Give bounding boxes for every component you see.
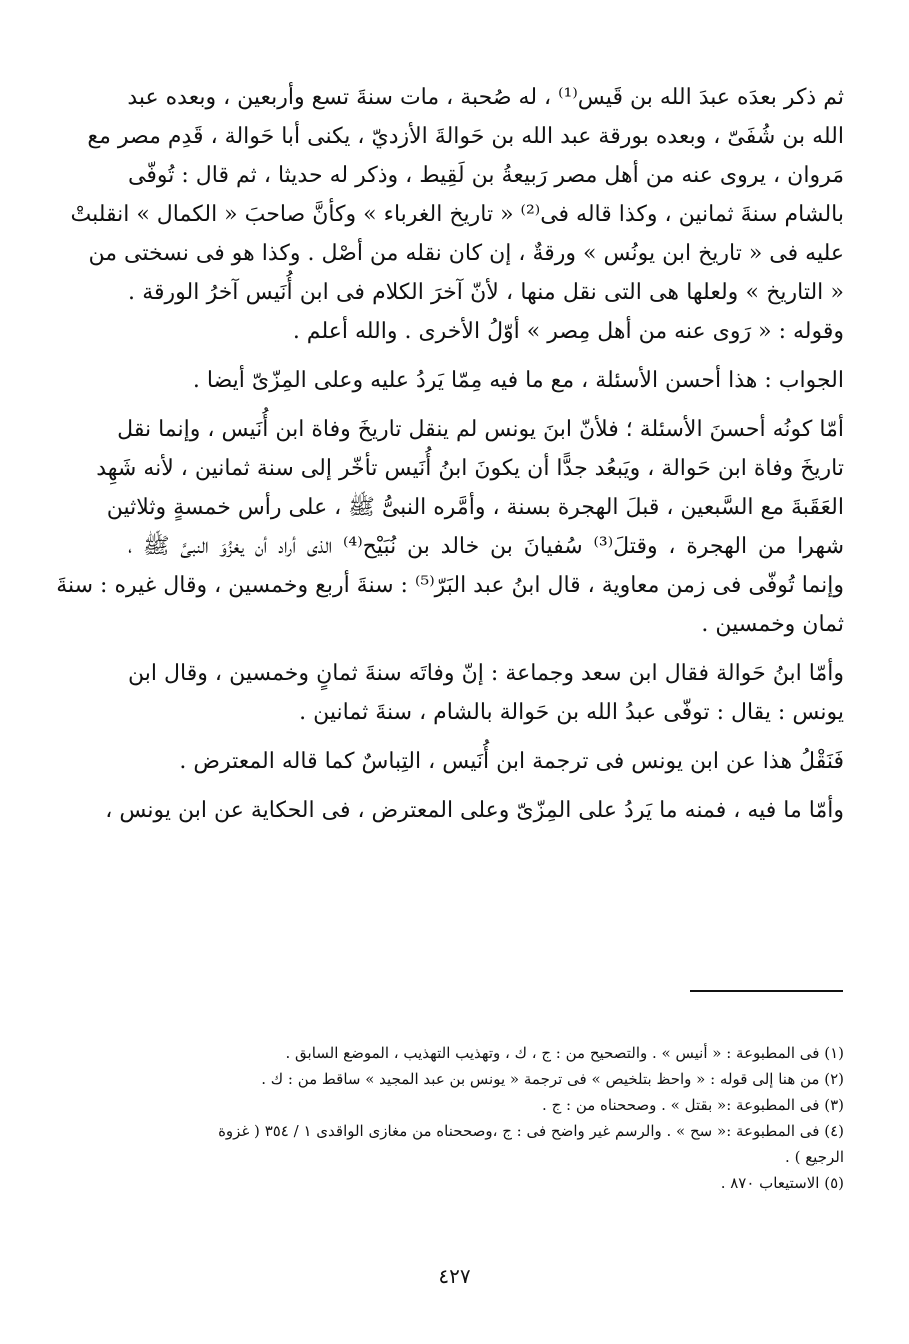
paragraph-5: [128, 742, 844, 781]
text-line: الجواب : هذا أحسن الأسئلة ، مع ما فيه مِمّا يَردُ عليه وعلى المِزّىّ أيضا .: [192, 368, 844, 393]
text-line: تاريخَ وفاة ابن حَوالة ، ويَبعُد جدًّا أن يكونَ ابنُ أُنَيس تأخّر إلى سنة ثمانين ، لأنه شَهِد: [96, 456, 844, 481]
paragraph-4: [128, 654, 844, 732]
text-line: ثمان وخمسين .: [701, 612, 844, 637]
text-line: عليه فى « تاريخ ابن يونُس » ورقةٌ ، إن كان نقله من أصْل . وكذا هو فى نسختى من: [88, 241, 844, 266]
text-line: أمّا كونُه أحسنَ الأسئلة ؛ فلأنّ ابنَ يونس لم ينقل تاريخَ وفاة ابن أُنَيس ، وإنما نقل: [117, 417, 844, 442]
footnotes: [128, 1040, 844, 1196]
text-line: فَنَقْلُ هذا عن ابن يونس فى ترجمة ابن أُنَيس ، التِباسٌ كما قاله المعترض .: [179, 749, 844, 774]
text-line: العَقَبةَ مع السَّبعين ، قبلَ الهجرة بسنة ، وأمَّره النبىُّ ﷺ ، على رأس خمسةٍ وثلاثين: [106, 495, 844, 520]
footnote-1: (١) فى المطبوعة : « أنيس » . والتصحيح من : ج ، ك ، وتهذيب التهذيب ، الموضع السابق .: [285, 1044, 844, 1062]
paragraph-3: [56, 410, 844, 644]
footnote-5: (٥) الاستيعاب ٨٧٠ .: [720, 1174, 844, 1192]
footnote-separator: [690, 990, 843, 992]
text-line: بالشام سنةَ ثمانين ، وكذا قاله فى⁽²⁾ « تاريخ الغرباء » وكأنَّ صاحبَ « الكمال » انقلبتْ: [70, 202, 844, 227]
text-line: « التاريخ » ولعلها هى التى نقل منها ، لأنّ آخرَ الكلام فى ابن أُنَيس آخرُ الورقة .: [128, 280, 844, 305]
text-line: مَروان ، يروى عنه من أهل مصر رَبيعةُ بن لَقِيط ، وذكر له حديثا ، ثم قال : تُوفّى: [128, 163, 844, 188]
text-line: يونس : يقال : توفّى عبدُ الله بن حَوالة بالشام ، سنةَ ثمانين .: [299, 700, 844, 725]
footnote-4-continued: الرجيع ) .: [785, 1148, 844, 1166]
paragraph-6: [105, 791, 844, 830]
paragraph-2: [128, 361, 844, 400]
text-line: وأمّا ابنُ حَوالة فقال ابن سعد وجماعة : إنّ وفاتَه سنةَ ثمانٍ وخمسين ، وقال ابن: [128, 661, 844, 686]
paragraph-1: [70, 78, 844, 351]
text-line: ثم ذكر بعدَه عبدَ الله بن قَيس⁽¹⁾ ، له صُحبة ، مات سنةَ تسع وأربعين ، وبعده عبد: [127, 85, 844, 110]
text-line: وأمّا ما فيه ، فمنه ما يَردُ على المِزّىّ وعلى المعترض ، فى الحكاية عن ابن يونس ،: [105, 798, 844, 823]
main-text: [56, 78, 844, 840]
text-line: وقوله : « رَوى عنه من أهل مِصر » أوّلُ الأخرى . والله أعلم .: [292, 319, 844, 344]
footnote-4: (٤) فى المطبوعة :« سح » . والرسم غير واضح فى : ج ،وصححناه من مغازى الواقدى ١ / ٣٥٤ ( غزوة: [218, 1122, 844, 1140]
text-line: الله بن شُفَىّ ، وبعده بورقة عبد الله بن حَوالةَ الأزديّ ، يكنى أبا حَوالة ، قَدِم مصر مع: [87, 124, 844, 149]
text-line: وإنما تُوفّى فى زمن معاوية ، قال ابنُ عبد البَرّ⁽⁵⁾ : سنةَ أربع وخمسين ، وقال غيره : سنةَ: [56, 573, 844, 598]
page-number: ٤٢٧: [438, 1264, 471, 1288]
text-line: شهرا من الهجرة ، وقتلَ⁽³⁾ سُفيانَ بن خالد بن نُبَيْح⁽⁴⁾ الذى أراد أن يغزُوَ النبىَّ ﷺ ،: [128, 534, 844, 559]
footnote-2: (٢) من هنا إلى قوله : « واحظ بتلخيص » فى ترجمة « يونس بن عبد المجيد » ساقط من : ك .: [261, 1070, 844, 1088]
footnote-3: (٣) فى المطبوعة :« بقتل » . وصححناه من : ج .: [542, 1096, 844, 1114]
